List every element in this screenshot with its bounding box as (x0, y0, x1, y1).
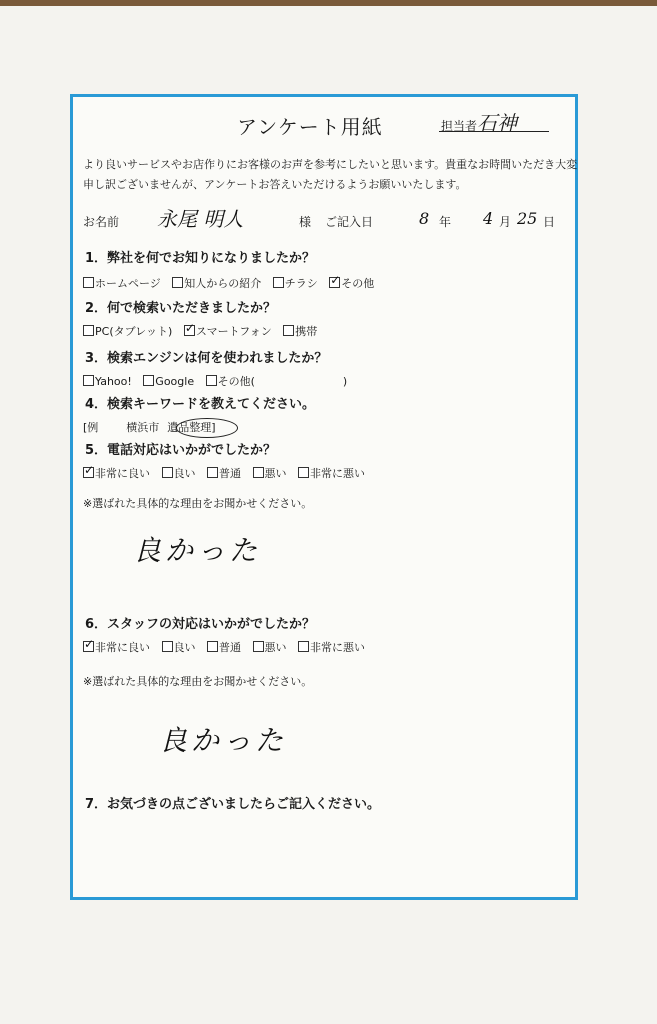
year-label: 年 (439, 215, 452, 229)
checkbox[interactable] (83, 325, 94, 336)
question-2-options (83, 323, 325, 339)
example-prefix: [例 (83, 421, 99, 434)
intro-line-2: 申し訳ございませんが、アンケートお答えいただけるようお願いいたします。 (83, 178, 467, 191)
option-label: 知人からの紹介 (184, 277, 262, 290)
checkbox[interactable] (172, 277, 183, 288)
option-bad[interactable] (253, 639, 287, 655)
option-pc[interactable] (83, 323, 172, 339)
option-label: PC(タブレット) (95, 325, 173, 338)
question-6: 6．スタッフの対応はいかがでしたか？ (85, 617, 316, 632)
checkbox[interactable] (162, 641, 173, 652)
checkbox[interactable] (298, 641, 309, 652)
page-title: アンケート用紙 (237, 115, 383, 139)
option-normal[interactable] (207, 465, 241, 481)
checkbox[interactable] (253, 641, 264, 652)
option-bad[interactable] (253, 465, 287, 481)
checkbox[interactable] (207, 641, 218, 652)
option-mobile[interactable] (283, 323, 317, 339)
question-3-options (83, 373, 355, 389)
option-very-bad[interactable] (298, 465, 365, 481)
example-suffix: ] (211, 421, 216, 434)
checkbox[interactable] (253, 467, 264, 478)
question-3: 3．検索エンジンは何を使われましたか？ (85, 351, 328, 366)
option-very-good[interactable] (83, 465, 150, 481)
option-normal[interactable] (207, 639, 241, 655)
checkbox-checked[interactable] (184, 325, 195, 336)
checkbox[interactable] (162, 467, 173, 478)
intro-line-1: より良いサービスやお店作りにお客様のお声を参考にしたいと思います。貴重なお時間いただき大変 (83, 158, 578, 171)
option-label: 悪い (264, 641, 287, 654)
checkbox[interactable] (207, 467, 218, 478)
reason-answer-5-handwritten: 良かった (133, 534, 262, 567)
option-label: 普通 (219, 641, 241, 654)
date-label: ご記入日 (325, 215, 374, 229)
handwritten-circle (176, 418, 238, 438)
option-referral[interactable] (172, 275, 261, 291)
name-value-handwritten: 永尾 明人 (157, 207, 244, 231)
year-value-handwritten: 8 (419, 209, 430, 228)
month-label: 月 (499, 215, 512, 229)
day-label: 日 (543, 215, 556, 229)
question-6-options (83, 639, 373, 655)
checkbox[interactable] (273, 277, 284, 288)
checkbox-checked[interactable] (83, 641, 94, 652)
checkbox[interactable] (83, 277, 94, 288)
staff-label: 担当者 (441, 119, 478, 133)
option-label: その他( ) (217, 375, 348, 388)
checkbox[interactable] (298, 467, 309, 478)
option-flyer[interactable] (273, 275, 318, 291)
option-label: チラシ (284, 277, 318, 290)
option-label: 非常に悪い (310, 641, 365, 654)
checkbox[interactable] (143, 375, 154, 386)
question-5: 5．電話対応はいかがでしたか？ (85, 443, 277, 458)
option-very-bad[interactable] (298, 639, 365, 655)
option-label: 携帯 (295, 325, 318, 338)
checkbox-checked[interactable] (329, 277, 340, 288)
option-label: スマートフォン (195, 325, 272, 338)
question-2: 2．何で検索いただきましたか？ (85, 301, 277, 316)
question-5-options (83, 465, 373, 481)
option-other[interactable] (329, 275, 374, 291)
option-label: ホームページ (95, 277, 161, 290)
option-other-engine[interactable] (206, 373, 348, 389)
month-value-handwritten: 4 (483, 209, 494, 228)
option-label: 良い (173, 641, 196, 654)
option-label: 非常に悪い (310, 467, 365, 480)
checkbox-checked[interactable] (83, 467, 94, 478)
option-good[interactable] (162, 465, 196, 481)
option-label: Yahoo! (95, 375, 132, 388)
option-label: Google (155, 375, 195, 388)
question-1-options (83, 275, 382, 291)
option-label: 普通 (219, 467, 241, 480)
option-yahoo[interactable] (83, 375, 132, 388)
staff-name-handwritten: 石神 (477, 111, 517, 135)
sama-label: 様 (299, 215, 312, 229)
reason-answer-6-handwritten: 良かった (159, 724, 288, 757)
option-label: 悪い (264, 467, 287, 480)
option-google[interactable] (143, 375, 194, 388)
example-word-2: 遺品整理 (167, 421, 212, 434)
option-label: 非常に良い (95, 467, 150, 480)
name-label: お名前 (83, 215, 120, 229)
option-label: 非常に良い (95, 641, 150, 654)
reason-prompt-5: ※選ばれた具体的な理由をお聞かせください。 (83, 497, 313, 510)
day-value-handwritten: 25 (517, 209, 538, 228)
checkbox[interactable] (206, 375, 217, 386)
question-7: 7．お気づきの点ございましたらご記入ください。 (85, 797, 381, 812)
checkbox[interactable] (83, 375, 94, 386)
option-smartphone[interactable] (184, 323, 272, 339)
staff-underline (439, 131, 549, 132)
question-4: 4．検索キーワードを教えてください。 (85, 397, 316, 412)
table-edge (0, 0, 657, 6)
option-homepage[interactable] (83, 275, 161, 291)
option-very-good[interactable] (83, 639, 150, 655)
option-label: 良い (173, 467, 196, 480)
reason-prompt-6: ※選ばれた具体的な理由をお聞かせください。 (83, 675, 313, 688)
survey-sheet (70, 94, 578, 900)
example-word-1: 横浜市 (126, 421, 160, 434)
option-good[interactable] (162, 639, 196, 655)
question-1: 1．弊社を何でお知りになりましたか？ (85, 251, 316, 266)
option-label: その他 (341, 277, 375, 290)
checkbox[interactable] (283, 325, 294, 336)
